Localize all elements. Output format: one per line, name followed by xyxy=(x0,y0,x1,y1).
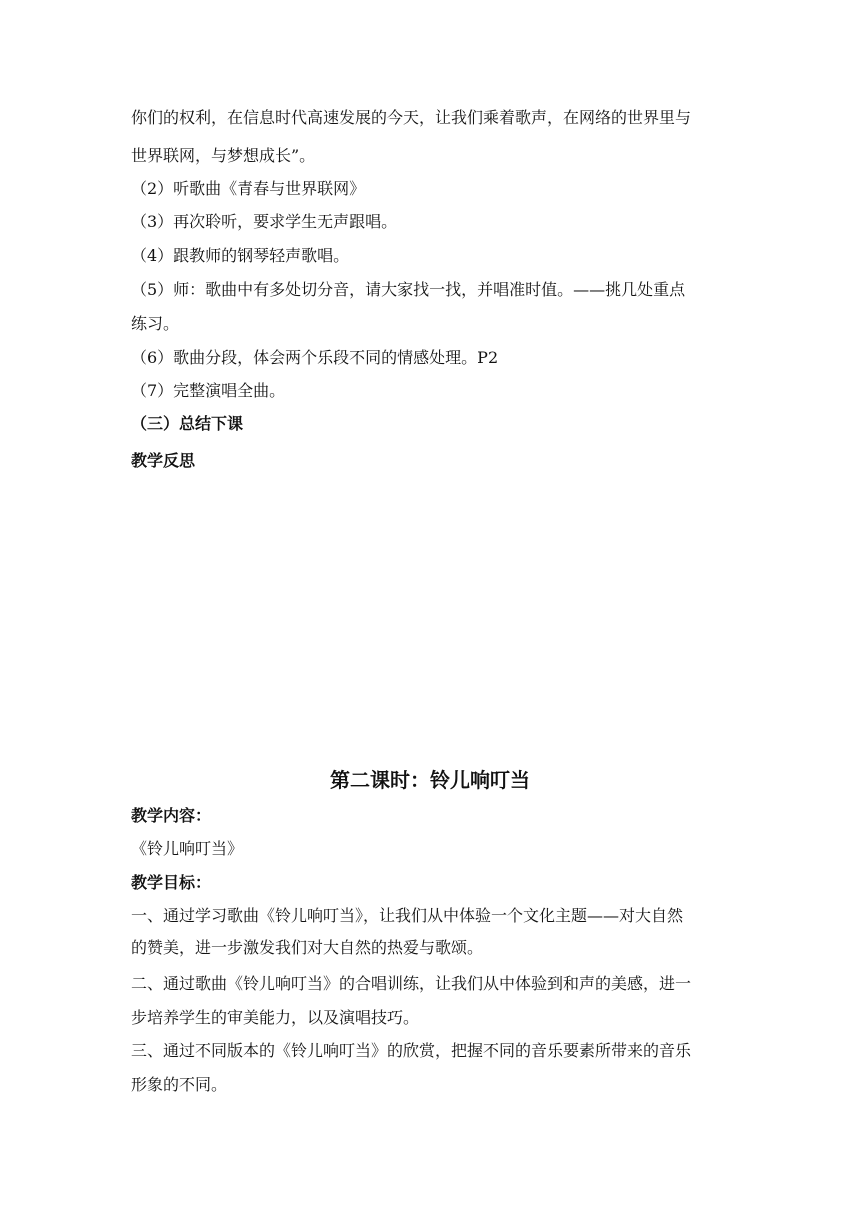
goal-line: 形象的不同。 xyxy=(131,1075,228,1094)
step-item-3: （3）再次聆听，要求学生无声跟唱。 xyxy=(131,212,398,231)
paragraph-line: 你们的权利，在信息时代高速发展的今天，让我们乘着歌声，在网络的世界里与 xyxy=(131,108,692,127)
goal-line: 三、通过不同版本的《铃儿响叮当》的欣赏，把握不同的音乐要素所带来的音乐 xyxy=(131,1041,692,1060)
step-item-6: （6）歌曲分段，体会两个乐段不同的情感处理。P2 xyxy=(131,348,499,367)
step-item-7: （7）完整演唱全曲。 xyxy=(131,381,286,400)
goal-line: 二、通过歌曲《铃儿响叮当》的合唱训练，让我们从中体验到和声的美感，进一 xyxy=(131,974,692,993)
step-item-2: （2）听歌曲《青春与世界联网》 xyxy=(131,179,366,198)
goals-label: 教学目标： xyxy=(131,873,212,892)
content-value: 《铃儿响叮当》 xyxy=(131,839,244,858)
reflection-heading: 教学反思 xyxy=(131,451,196,470)
goal-line: 一、通过学习歌曲《铃儿响叮当》，让我们从中体验一个文化主题——对大自然 xyxy=(131,906,684,925)
step-item-5: （5）师：歌曲中有多处切分音，请大家找一找，并唱准时值。——挑几处重点 xyxy=(131,280,686,299)
step-item-5-continued: 练习。 xyxy=(131,314,180,333)
content-label: 教学内容： xyxy=(131,806,212,825)
lesson-title: 第二课时：铃儿响叮当 xyxy=(330,768,530,792)
goal-line: 步培养学生的审美能力，以及演唱技巧。 xyxy=(131,1008,420,1027)
summary-heading: （三）总结下课 xyxy=(131,414,244,433)
paragraph-line: 世界联网，与梦想成长”。 xyxy=(131,146,316,165)
goal-line: 的赞美，进一步激发我们对大自然的热爱与歌颂。 xyxy=(131,938,484,957)
step-item-4: （4）跟教师的钢琴轻声歌唱。 xyxy=(131,246,350,265)
